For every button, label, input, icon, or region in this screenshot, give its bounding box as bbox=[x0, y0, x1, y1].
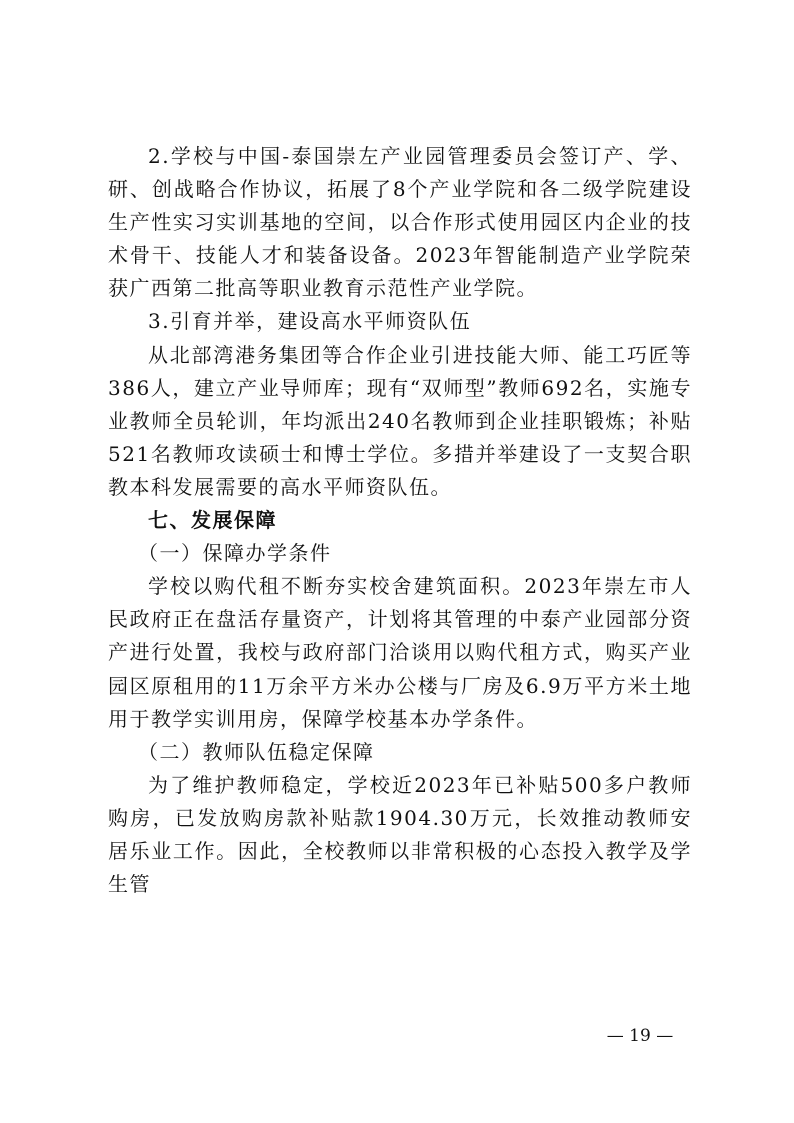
section-heading-development-guarantee: 七、发展保障 bbox=[148, 508, 277, 533]
document-body bbox=[108, 140, 692, 901]
paragraph-industrial-park-agreement: 2.学校与中国-泰国崇左产业园管理委员会签订产、学、研、创战略合作协议，拓展了8个产业学院和各二级学院建设生产性实习实训基地的空间，以合作形式使用园区内企业的技术骨干、技能人才和装备设备。2023年智能制造产业学院荣获广西第二批高等职业教育示范性产业学院。 bbox=[108, 144, 692, 301]
subsection-heading-school-conditions: （一）保障办学条件 bbox=[138, 541, 332, 566]
paragraph-school-conditions: 学校以购代租不断夯实校舍建筑面积。2023年崇左市人民政府正在盘活存量资产，计划将其管理的中泰产业园部分资产进行处置，我校与政府部门洽谈用以购代租方式，购买产业园区原租用的11万余平方米办公楼与厂房及6.9万平方米土地用于教学实训用房，保障学校基本办学条件。 bbox=[108, 574, 692, 731]
subsection-heading-teacher-stability: （二）教师队伍稳定保障 bbox=[138, 739, 375, 764]
paragraph-teaching-staff: 从北部湾港务集团等合作企业引进技能大师、能工巧匠等386人，建立产业导师库；现有“双师型”教师692名，实施专业教师全员轮训，年均派出240名教师到企业挂职锻炼；补贴521名教师攻读硕士和博士学位。多措并举建设了一支契合职教本科发展需要的高水平师资队伍。 bbox=[108, 342, 692, 499]
paragraph-teacher-stability: 为了维护教师稳定，学校近2023年已补贴500多户教师购房，已发放购房款补贴款1904.30万元，长效推动教师安居乐业工作。因此，全校教师以非常积极的心态投入教学及学生管 bbox=[108, 772, 692, 897]
subsection-title-teaching-staff: 3.引育并举，建设高水平师资队伍 bbox=[148, 309, 472, 334]
page-number: — 19 — bbox=[606, 1026, 674, 1046]
